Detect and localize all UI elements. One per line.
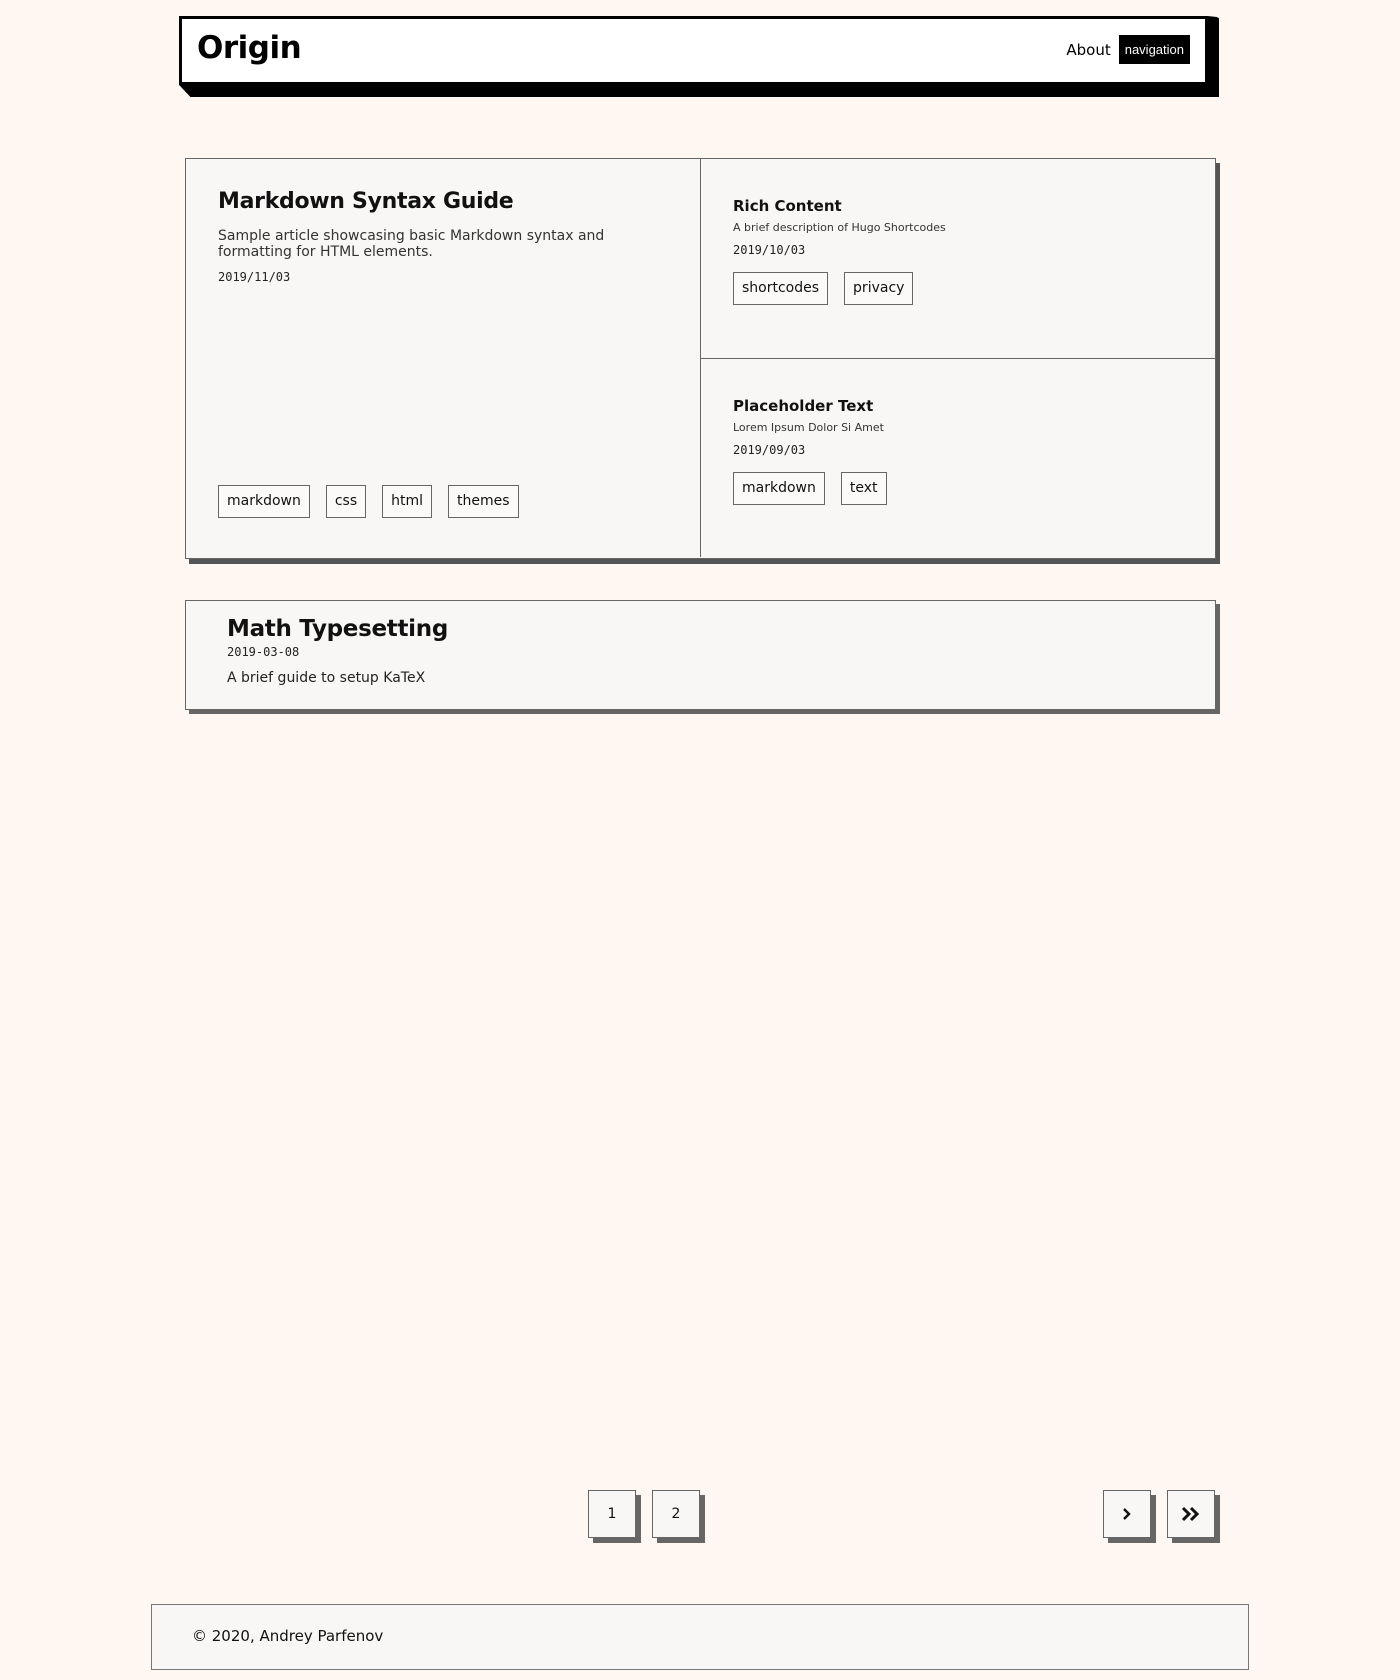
main-nav [1066,35,1190,64]
chevron-right-icon [1121,1507,1133,1521]
post-title[interactable]: Rich Content [733,197,842,215]
tag-list [733,272,1183,305]
next-page-button[interactable] [1103,1490,1151,1538]
post-date: 2019/10/03 [733,243,806,257]
tag-link[interactable]: privacy [844,272,913,305]
tag-link[interactable]: markdown [218,485,310,518]
post-description: A brief description of Hugo Shortcodes [733,221,946,234]
site-logo[interactable]: Origin [197,30,302,66]
post-summary: Sample article showcasing basic Markdown syntax and formatting for HTML elements. [218,228,605,260]
site-footer [151,1604,1249,1670]
page-button-2[interactable]: 2 [652,1490,700,1538]
tag-link[interactable]: css [326,485,366,518]
tag-link[interactable]: text [841,472,887,505]
post-date: 2019/09/03 [733,443,806,457]
tag-link[interactable]: shortcodes [733,272,828,305]
featured-post-side [701,359,1215,557]
featured-posts [185,158,1216,559]
site-header [179,16,1208,85]
featured-post-side [701,159,1215,359]
post-card [185,600,1216,710]
post-description: A brief guide to setup KaTeX [227,670,426,686]
tag-link[interactable]: markdown [733,472,825,505]
double-chevron-right-icon [1181,1506,1201,1522]
tag-list [733,472,1183,505]
post-title[interactable]: Math Typesetting [227,616,448,642]
footer-copyright: © 2020, Andrey Parfenov [192,1627,384,1645]
nav-link-navigation[interactable]: navigation [1119,35,1190,64]
post-description: Lorem Ipsum Dolor Si Amet [733,421,884,434]
post-title[interactable]: Placeholder Text [733,397,874,415]
featured-post-main [186,159,701,557]
page-button-1[interactable]: 1 [588,1490,636,1538]
tag-link[interactable]: themes [448,485,519,518]
nav-link-about[interactable]: About [1066,40,1111,59]
last-page-button[interactable] [1167,1490,1215,1538]
post-title[interactable]: Markdown Syntax Guide [218,189,514,214]
tag-list [218,485,519,518]
post-date: 2019-03-08 [227,645,300,659]
tag-link[interactable]: html [382,485,432,518]
post-date: 2019/11/03 [218,270,291,284]
